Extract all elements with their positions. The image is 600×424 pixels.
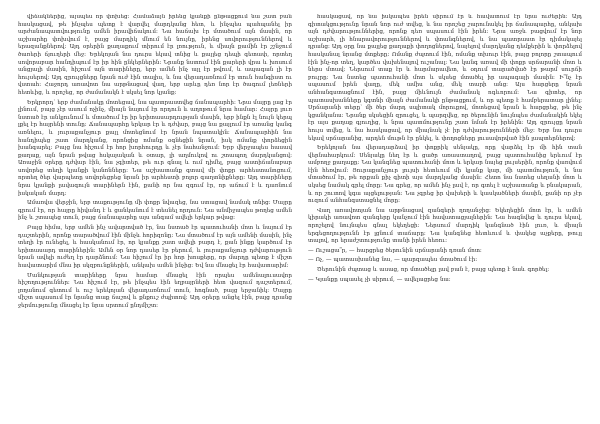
left-column xyxy=(18,14,292,414)
left-paragraph-1: վիճակներից, այսպես որ փոխեց։ Համաձայն իրենց կյանքի ընթացքում նա շատ բան հասկացավ, թե ինչպես պետք է վարվել մարդկանց հետ, և ինչպես պահպանել իր արժանապատվությունը ամեն իրավիճակում։ Նա հաճախ էր մտածում այն մասին, որ աշխարհը փոխվում է, բայց մարդիկ մնում են նույնը, իրենց սովորություններով և երազանքներով։ Այդ օրերին քաղաքում տիրում էր լռություն, և միայն քամին էր շշնջում ծառերի ճյուղերի մեջ։ Երեկոյան նա դուրս եկավ տնից և քայլեց դեպի գետափ, որտեղ սովորաբար հանդիպում էր իր հին ընկերներին։ Նրանք նստում էին քարերի վրա և խոսում անցյալի մասին, հիշում այն տարիները, երբ ամեն ինչ այլ էր թվում, և ապագան լի էր հույսերով։ Այդ զրույցները նրան ուժ էին տալիս, և նա վերադառնում էր տուն հանգիստ ու վստահ։ Հաջորդ առավոտ նա արթնացավ վաղ, երբ արևը դեռ նոր էր ծագում լեռների հետևից, և որոշեց, որ ժամանակն է սկսել նոր կյանք։ xyxy=(18,14,292,96)
text-columns xyxy=(18,14,582,414)
right-dialogue-2: — Ոչ, — պատասխանեց նա, — պարզապես մտածում էի։ xyxy=(308,257,478,264)
left-paragraph-5: Մանկության տարիները նրա համար մնացել էին որպես ամենալուսավոր հիշողություններ։ Նա հիշում էր, թե ինչպես էին եղբայրների հետ վազում դաշտերում, լողանում գետում և ուշ երեկոյան վերադառնում տուն, հոգնած, բայց երջանիկ։ Մայրը միշտ սպասում էր նրանց տաք ճաշով և քնքուշ ժպիտով։ Այդ օրերը անցել էին, բայց դրանց ջերմությունը մնացել էր նրա սրտում ընդմիշտ։ xyxy=(18,272,292,309)
left-paragraph-3: Ամառվա վերջին, երբ տաքությունը մի փոքր նվազեց, նա ստացավ նամակ տնից։ Մայրը գրում էր, որ հայրը հիվանդ է և ցանկանում է տեսնել որդուն։ Նա անմիջապես թողեց ամեն ինչ և շտապեց տուն, բայց ճանապարհը այս անգամ ավելի երկար թվաց։ xyxy=(18,200,292,222)
right-dialogue-1: — Ուշացա՞ր, — հարցրեց ծերունին սրճարանի դռան մոտ։ xyxy=(308,247,482,254)
right-dialogue-3: — Կյանքը սպասել չի սիրում, — ավելացրեց նա։ xyxy=(308,276,451,283)
left-paragraph-4: Բայց հիմա, երբ ամեն ինչ ավարտված էր, նա նստած էր պատուհանի մոտ և նայում էր դաշտերին, որոնք տարածվում էին մինչև հորիզոնը։ Նա մտածում էր այն ամենի մասին, ինչ տեղի էր ունեցել, և հասկանում էր, որ կյանքը շատ ավելի բարդ է, քան ինքը կարծում էր երիտասարդ տարիներին։ Ամեն օր նոր դասեր էր բերում, և յուրաքանչյուր դժվարություն նրան ավելի ուժեղ էր դարձնում։ Նա հիշում էր իր հոր խոսքերը, որ մարդը պետք է միշտ հավատարիմ մնա իր սկզբունքներին, անկախ ամեն ինչից։ Եվ նա մնացել էր հավատարիմ։ xyxy=(18,225,292,269)
right-paragraph-1: հասկացավ, որ նա իսկապես իրեն սիրում էր և հավատում էր նրա ուժերին։ Այդ գիտակցությունը նրան նոր ուժ տվեց, և նա որոշեց շարունակել իր ճանապարհը, անկախ այն դժվարություններից, որոնք դեռ սպասում էին իրեն։ Նրա առջև բացվում էր նոր աշխարհ, լի հնարավորություններով և վտանգներով, և նա պատրաստ էր դիմակայել դրանց։ Այդ օրը նա քայլեց քաղաքի փողոցներով, նայելով մարդկանց դեմքերին և փորձելով հասկանալ նրանց մտքերը։ Ոմանք ժպտում էին, ոմանք տխուր էին, բայց բոլորը շտապում էին ինչ-որ տեղ, կարծես վախենալով ուշանալ։ Նա կանգ առավ մի փոքր սրճարանի մոտ և ներս մտավ։ Ներսում տաք էր և հարմարավետ, և օդում տարածված էր թարմ սուրճի բույրը։ Նա նստեց պատուհանի մոտ և սկսեց մտածել իր ապագայի մասին։ Ի՞նչ էր սպասում իրեն վաղը, մեկ ամիս անց, մեկ տարի անց։ Այս հարցերը նրան անհանգստացնում էին, բայց միևնույն ժամանակ ոգևորում։ Նա գիտեր, որ պատասխանները կգտնի միայն ժամանակի ընթացքում, և որ պետք է համբերատար լինել։ Սրճարանի տերը՝ մի ծեր մարդ սպիտակ մորուքով, մոտեցավ նրան և հարցրեց, թե ինչ կցանկանա։ Նրանք սկսեցին զրուցել, և պարզվեց, որ ծերունին նույնպես ժամանակին եկել էր այս քաղաք գյուղից, և նրա պատմությունը շատ նման էր իրենին։ Այդ զրույցը նրան հույս տվեց, և նա հասկացավ, որ միայնակ չէ իր դժվարությունների մեջ։ Երբ նա դուրս եկավ սրճարանից, արդեն մութն էր ընկել, և փողոցները լուսավորված էին լապտերներով։ xyxy=(308,14,582,142)
right-column xyxy=(308,14,582,414)
right-paragraph-3: Վաղ առավոտյան նա արթնացավ զանգերի ղողանջից։ Եկեղեցին մոտ էր, և ամեն կիրակի առավոտ զանգերը կանչում էին հավատացյալներին։ Նա հագնվեց և դուրս եկավ, որոշելով նույնպես գնալ եկեղեցի։ Ներսում մարդիկ կանգնած էին լուռ, և միայն երգեցողությունն էր լցնում տաճարը։ Նա կանգնեց հետևում և փակեց աչքերը, թույլ տալով, որ երաժշտությունը տանի իրեն հեռու։ xyxy=(308,207,582,245)
right-paragraph-4: Ծերունին ժպտաց և ասաց, որ մտածելը լավ բան է, բայց պետք է նաև գործել։ xyxy=(317,267,550,273)
right-paragraph-2: Երեկոյան նա վերադարձավ իր փոքրիկ սենյակը, որը վարձել էր մի հին տան վերնահարկում։ Սենյակը նեղ էր և ցածր առաստաղով, բայց պատուհանից երևում էր ամբողջ քաղաքը։ Նա կանգնեց պատուհանի մոտ և երկար նայեց լույսերին, որոնք վառվում էին հեռվում։ Յուրաքանչյուր լույսի հետևում մի կյանք կար, մի պատմություն, և նա մտածում էր, թե որքան քիչ գիտի այս մարդկանց մասին։ Հետո նա նստեց սեղանի մոտ և սկսեց նամակ գրել մորը։ Նա գրեց, որ ամեն ինչ լավ է, որ գտել է աշխատանք և բնակարան, և որ շուտով կգա այցելության։ Նա չգրեց իր վախերի և կասկածների մասին, քանի որ չէր ուզում անհանգստացնել մորը։ xyxy=(308,145,582,205)
left-paragraph-2: Երկրորդ՝ երբ ժամանակը մոտեցավ, նա պատրաստվեց ճանապարհի։ Նրա մայրը լաց էր լինում, բայց չէր ասում ոչինչ, միայն նայում էր որդուն և աղոթում նրա համար։ Հայրը լուռ նստած էր անկյունում և մտածում էր իր երիտասարդության մասին, երբ ինքն էլ նույն կերպ լքել էր հայրենի տունը։ Ճանապարհը երկար էր և դժվար, բայց նա քայլում էր առանց կանգ առնելու, և յուրաքանչյուր քայլ մոտեցնում էր նրան նպատակին։ Ճանապարհին նա հանդիպեց շատ մարդկանց, որոնցից ոմանք օգնեցին նրան, իսկ ոմանք փորձեցին խանգարել։ Բայց նա հիշում էր հոր խորհուրդը և չէր նահանջում։ Երբ վերջապես հասավ քաղաք, այն նրան թվաց հսկայական և օտար, լի աղմուկով ու շտապող մարդկանցով։ Առաջին օրերը դժվար էին, նա չգիտեր, թե ուր գնալ և ում դիմել, բայց աստիճանաբար սովորեց տեղի կյանքի կանոնները։ Նա աշխատանք գտավ մի փոքր արհեստանոցում, որտեղ ծեր վարպետը սովորեցրեց նրան իր արհեստի բոլոր գաղտնիքները։ Այդ տարիները նրա կյանքի լավագույն տարիներն էին, քանի որ նա զգում էր, որ աճում է և դառնում իսկական մարդ։ xyxy=(18,99,292,197)
